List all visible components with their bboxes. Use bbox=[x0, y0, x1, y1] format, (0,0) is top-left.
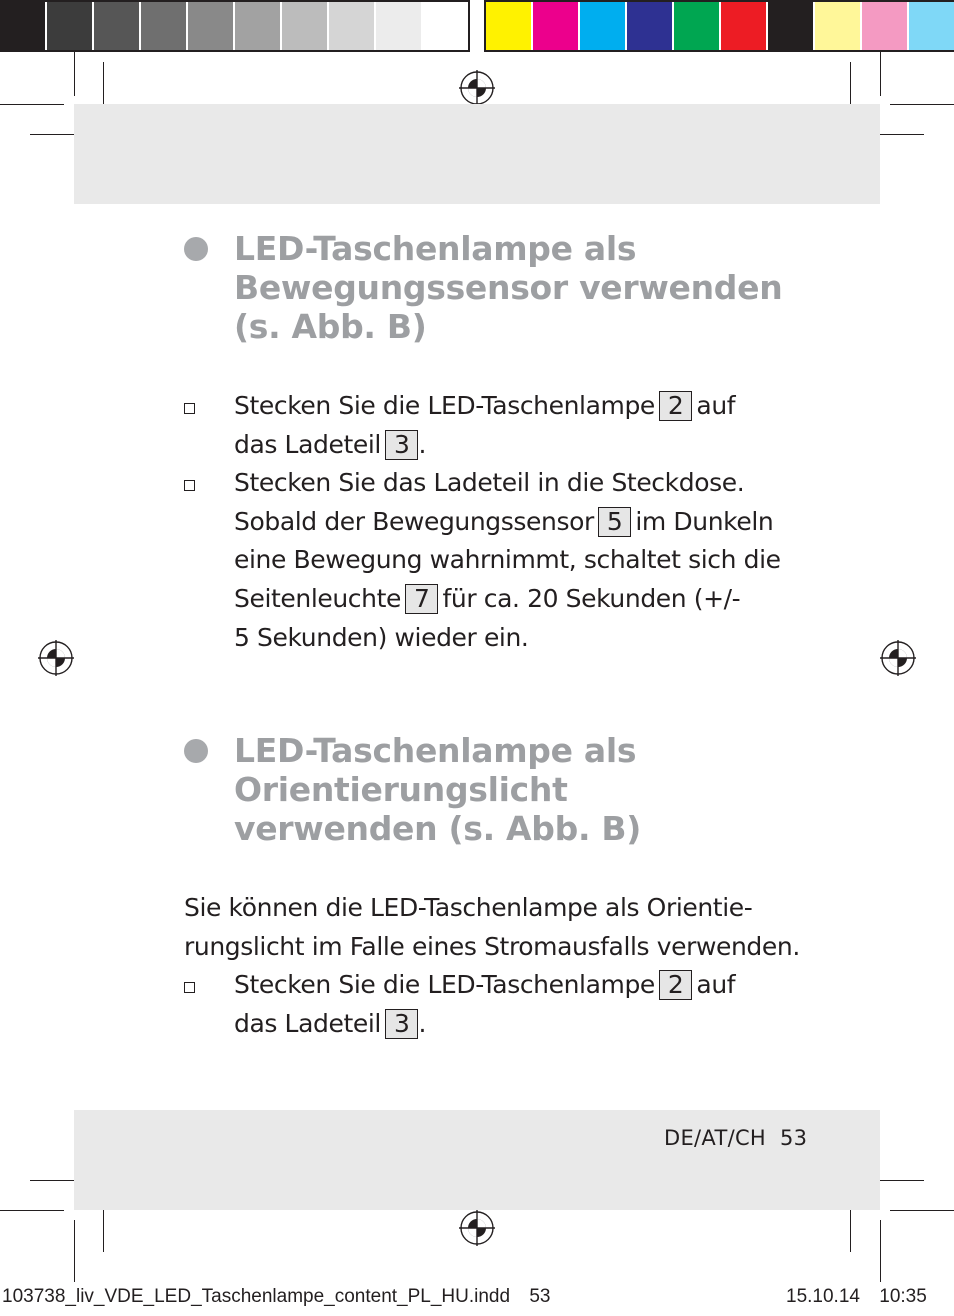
process-color-control-bar bbox=[484, 0, 954, 52]
part-reference: 7 bbox=[405, 584, 439, 614]
section-bullet-icon bbox=[184, 739, 208, 763]
section-heading-motion-sensor: LED-Taschenlampe als Bewegungssensor verwenden (s. Abb. B) bbox=[234, 229, 783, 346]
part-reference: 5 bbox=[598, 507, 632, 537]
part-reference: 2 bbox=[659, 391, 693, 421]
gray-swatch-2 bbox=[47, 2, 94, 50]
checkbox-bullet-icon bbox=[184, 480, 195, 491]
slug-timestamp: 15.10.14 10:35 bbox=[786, 1286, 927, 1307]
crop-mark bbox=[74, 1220, 75, 1282]
part-reference: 3 bbox=[385, 430, 419, 460]
section-bullet-icon bbox=[184, 237, 208, 261]
gray-swatch-3 bbox=[94, 2, 141, 50]
region-label: DE/AT/CH bbox=[664, 1126, 767, 1150]
section-heading-orientation-light: LED-Taschenlampe als Orientierungslicht verwenden (s. Abb. B) bbox=[234, 731, 642, 848]
checkbox-bullet-icon bbox=[184, 982, 195, 993]
intro-paragraph: Sie können die LED-Taschenlampe als Orientie- rungslicht im Falle eines Stromausfalls verwenden. bbox=[184, 893, 800, 961]
process-swatch-10 bbox=[909, 2, 954, 50]
crop-mark bbox=[880, 52, 881, 96]
gray-swatch-9 bbox=[376, 2, 423, 50]
registration-mark-icon bbox=[458, 1209, 496, 1247]
crop-mark bbox=[890, 1210, 954, 1211]
process-swatch-9 bbox=[862, 2, 909, 50]
crop-mark bbox=[890, 104, 954, 105]
gray-swatch-10 bbox=[423, 2, 468, 50]
crop-mark bbox=[74, 52, 75, 96]
process-swatch-7 bbox=[768, 2, 815, 50]
crop-mark bbox=[0, 1210, 64, 1211]
crop-mark bbox=[880, 1220, 881, 1282]
gray-swatch-1 bbox=[0, 2, 47, 50]
process-swatch-2 bbox=[533, 2, 580, 50]
gray-swatch-8 bbox=[329, 2, 376, 50]
part-reference: 3 bbox=[385, 1009, 419, 1039]
process-swatch-1 bbox=[486, 2, 533, 50]
header-band bbox=[74, 104, 880, 204]
process-swatch-8 bbox=[815, 2, 862, 50]
process-swatch-6 bbox=[721, 2, 768, 50]
gray-swatch-4 bbox=[141, 2, 188, 50]
part-reference: 2 bbox=[659, 970, 693, 1000]
process-swatch-3 bbox=[580, 2, 627, 50]
footer-band bbox=[74, 1110, 880, 1210]
grayscale-control-bar bbox=[0, 0, 470, 52]
instruction-step: Stecken Sie die LED-Taschenlampe 2 auf das Ladeteil 3 . bbox=[234, 970, 736, 1038]
registration-mark-icon bbox=[458, 69, 496, 107]
process-swatch-5 bbox=[674, 2, 721, 50]
crop-mark bbox=[0, 104, 64, 105]
gray-swatch-5 bbox=[188, 2, 235, 50]
process-swatch-4 bbox=[627, 2, 674, 50]
instruction-step: Stecken Sie das Ladeteil in die Steckdose. Sobald der Bewegungssensor 5 im Dunkeln eine Bewegung wahrnimmt, schaltet sich die Seitenleuchte 7 für ca. 20 Sekunden (+/- 5 Sekunden) wieder ein. bbox=[234, 468, 781, 652]
registration-mark-icon bbox=[879, 639, 917, 677]
gray-swatch-6 bbox=[235, 2, 282, 50]
page-number: 53 bbox=[780, 1126, 808, 1150]
page-footer bbox=[664, 1126, 807, 1150]
gray-swatch-7 bbox=[282, 2, 329, 50]
checkbox-bullet-icon bbox=[184, 403, 195, 414]
registration-mark-icon bbox=[37, 639, 75, 677]
slug-filename: 103738_liv_VDE_LED_Taschenlampe_content_PL_HU.indd 53 bbox=[2, 1286, 551, 1307]
instruction-step: Stecken Sie die LED-Taschenlampe 2 auf das Ladeteil 3 . bbox=[234, 391, 736, 459]
